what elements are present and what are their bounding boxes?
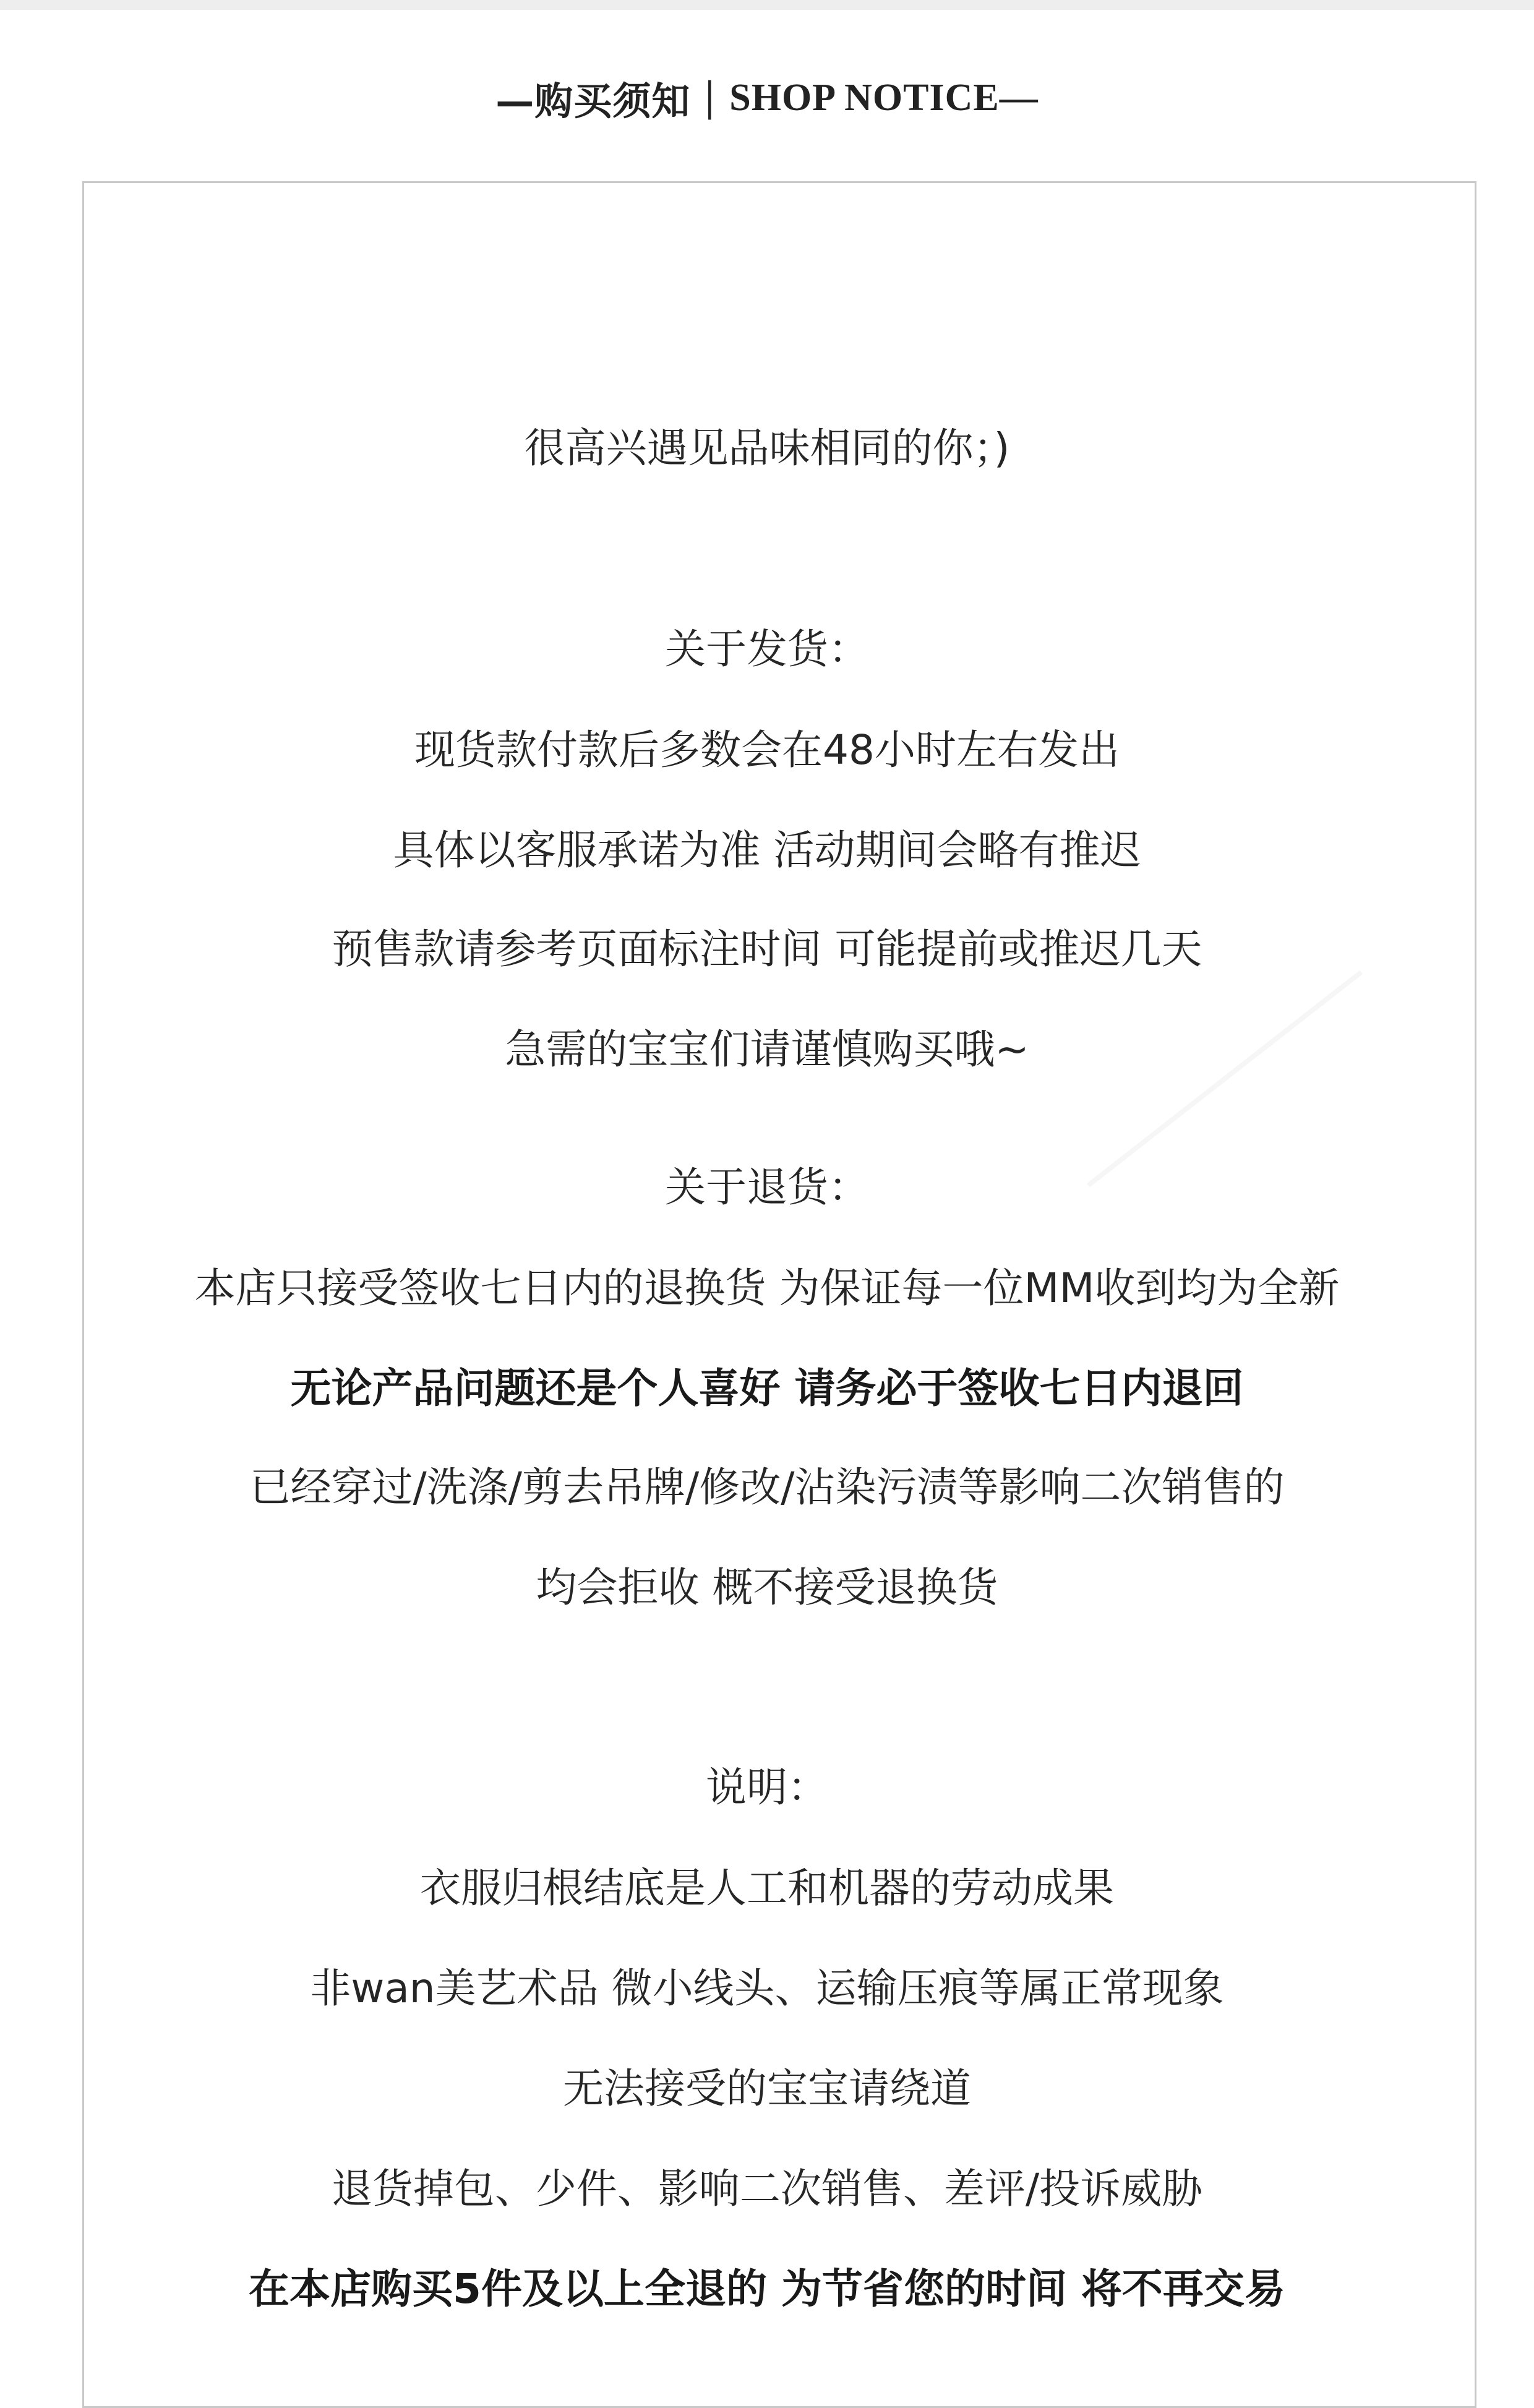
notes-line-4: 退货掉包、少件、影响二次销售、差评/投诉威胁 bbox=[331, 2165, 1203, 2213]
shipping-heading: 关于发货： bbox=[665, 625, 869, 673]
returns-line-4: 均会拒收 概不接受退换货 bbox=[536, 1564, 998, 1611]
page-title bbox=[0, 67, 1534, 129]
notes-line-1: 衣服归根结底是人工和机器的劳动成果 bbox=[420, 1864, 1114, 1912]
top-strip bbox=[0, 0, 1534, 10]
shipping-line-1: 现货款付款后多数会在48小时左右发出 bbox=[414, 726, 1120, 774]
returns-line-2: 无论产品问题还是个人喜好 请务必于签收七日内退回 bbox=[290, 1365, 1244, 1412]
returns-line-3: 已经穿过/洗涤/剪去吊牌/修改/沾染污渍等影响二次销售的 bbox=[249, 1463, 1285, 1511]
page-title-en: SHOP NOTICE— bbox=[729, 76, 1039, 119]
returns-heading: 关于退货： bbox=[665, 1163, 869, 1211]
returns-line-1: 本店只接受签收七日内的退换货 为保证每一位MM收到均为全新 bbox=[194, 1264, 1340, 1312]
shipping-line-2: 具体以客服承诺为准 活动期间会略有推迟 bbox=[393, 826, 1141, 874]
notes-line-5: 在本店购买5件及以上全退的 为节省您的时间 将不再交易 bbox=[249, 2265, 1285, 2313]
shipping-line-3: 预售款请参考页面标注时间 可能提前或推迟几天 bbox=[332, 925, 1202, 973]
shipping-line-4: 急需的宝宝们请谨慎购买哦~ bbox=[505, 1026, 1029, 1073]
notes-heading: 说明： bbox=[706, 1763, 828, 1811]
page-title-cn: —购买须知｜ bbox=[495, 78, 730, 124]
greeting-text: 很高兴遇见品味相同的你；) bbox=[524, 424, 1010, 472]
notes-line-3: 无法接受的宝宝请绕道 bbox=[563, 2065, 971, 2112]
notes-line-2: 非wan美艺术品 微小线头、运输压痕等属正常现象 bbox=[310, 1965, 1224, 2012]
